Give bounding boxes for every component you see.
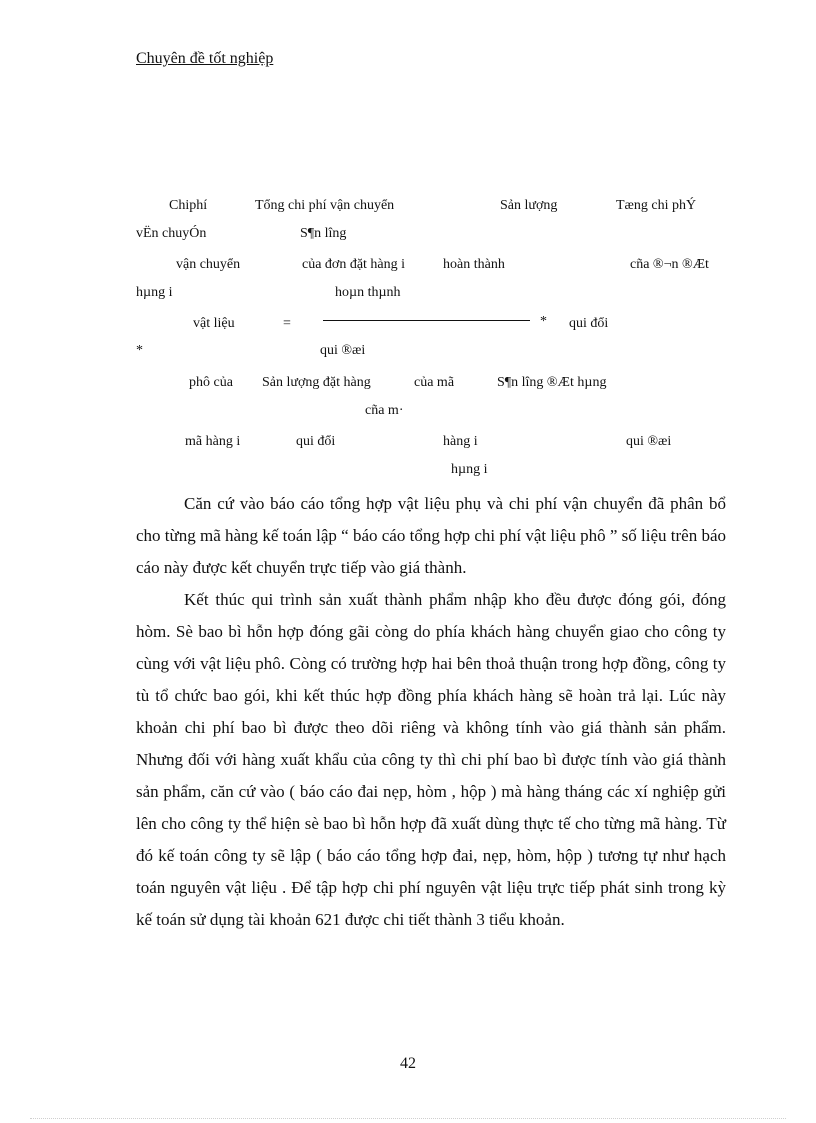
- paragraph-2: Kết thúc qui trình sản xuất thành phẩm nhập kho đều được đóng gói, đóng hòm. Sè bao bì hỗn hợp đóng gãi còng do phía khách hàng chuyển giao cho công ty cùng với vật liệu phô. Còng có trường hợp hai bên thoả thuận trong hợp đồng, công ty tù tổ chức bao gói, khi kết thúc hợp đồng phía khách hàng sẽ hoàn trả lại. Lúc này khoản chi phí bao bì được theo dõi riêng và không tính vào giá thành sản phẩm. Nhưng đối với hàng xuất khẩu của công ty thì chi phí bao bì được tính vào giá thành sản phẩm, căn cứ vào ( báo cáo đai nẹp, hòm , hộp ) mà hàng tháng các xí nghiệp gửi lên cho công ty thể hiện sè bao bì hỗn hợp đã xuất dùng thực tế cho từng mã hàng. Từ đó kế toán công ty sẽ lập ( báo cáo tổng hợp đai, nẹp, hòm, hộp ) tương tự như hạch toán nguyên vật liệu . Để tập hợp chi phí nguyên vật liệu trực tiếp phát sinh trong kỳ kế toán sử dụng tài khoản 621 được chi tiết thành 3 tiểu khoản.: [136, 590, 726, 929]
- formula-term: hµng i: [451, 462, 488, 477]
- formula-term: Sản lượng đặt hàng: [262, 375, 371, 390]
- formula-term: qui đổi: [569, 316, 609, 331]
- formula-term: cña m·: [365, 403, 404, 418]
- formula-term: S¶n lîng ®Æt hµng: [497, 375, 607, 390]
- formula-term: vật liệu: [193, 316, 235, 331]
- page-header: Chuyên đề tốt nghiệp: [136, 50, 274, 67]
- formula-term: hàng i: [443, 434, 478, 449]
- formula-term: Tæng chi phÝ: [616, 198, 697, 213]
- formula-term: =: [283, 316, 291, 331]
- formula-term: Chiphí: [169, 198, 208, 213]
- formula-term: của đơn đặt hàng i: [302, 257, 406, 272]
- formula-term: vËn chuyÓn: [136, 226, 207, 241]
- formula-term: S¶n lîng: [300, 226, 347, 241]
- formula-term: qui ®æi: [626, 434, 672, 449]
- footer-divider: [30, 1118, 786, 1119]
- formula-term: hµng i: [136, 285, 173, 300]
- page-number: 42: [400, 1055, 416, 1072]
- formula-term: mã hàng i: [185, 434, 241, 449]
- formula-term: *: [540, 314, 547, 329]
- formula-term: qui đổi: [296, 434, 336, 449]
- fraction-bar: [323, 320, 530, 321]
- formula-term: phô của: [189, 375, 233, 390]
- formula-term: Sản lượng: [500, 198, 558, 213]
- paragraph-1: Căn cứ vào báo cáo tổng hợp vật liệu phụ và chi phí vận chuyển đã phân bổ cho từng mã hàng kế toán lập “ báo cáo tổng hợp chi phí vật liệu phô ” số liệu trên báo cáo này được kết chuyển trực tiếp vào giá thành.: [136, 494, 726, 577]
- formula-term: của mã: [414, 375, 455, 390]
- formula-term: *: [136, 343, 143, 358]
- formula-term: Tổng chi phí vận chuyển: [255, 198, 395, 213]
- formula-term: cña ®¬n ®Æt: [630, 257, 709, 272]
- formula-term: hoµn thµnh: [335, 285, 401, 300]
- formula-term: hoàn thành: [443, 257, 505, 272]
- formula-term: vận chuyển: [176, 257, 241, 272]
- formula-term: qui ®æi: [320, 343, 366, 358]
